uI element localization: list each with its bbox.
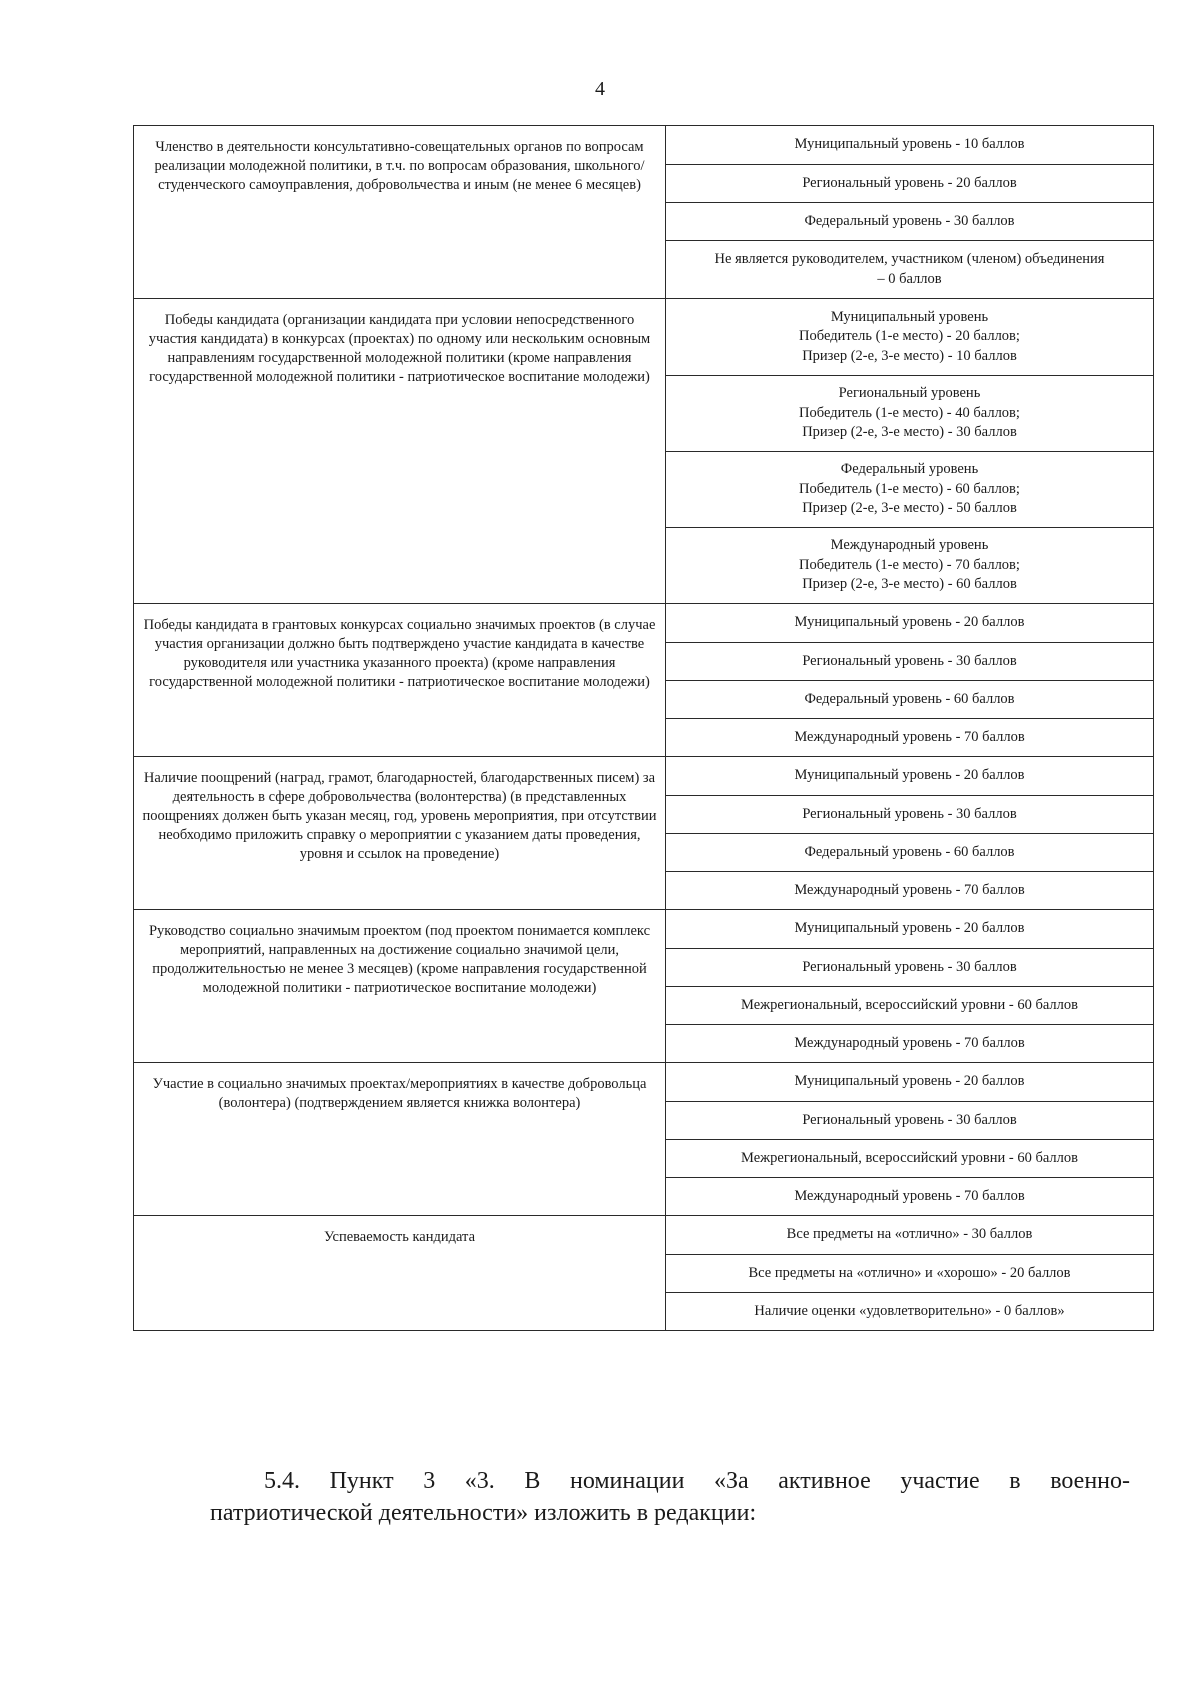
table-row [134,604,1154,757]
score-option [666,451,1153,527]
score-option-text [794,728,1024,748]
score-option-text [795,135,1025,155]
score-option [666,1216,1153,1254]
score-cell [666,126,1154,299]
score-line: Муниципальный уровень - 10 баллов [794,136,1025,153]
score-option [666,680,1153,718]
criteria-table-body [134,126,1154,1331]
score-option-text [802,805,1016,825]
score-line: Федеральный уровень [840,461,979,478]
table-row [134,299,1154,604]
score-cell [666,604,1154,757]
score-option-text [715,250,1105,289]
score-option-text [804,690,1014,710]
criterion-cell: Победы кандидата (организации кандидата при условии непосредственного участия кандидата) в конкурсах (проектах) по одному или нескольким основным направлениям государственной молодежной политики (кроме направления государственной молодежной политики - патриотическое воспитание молодежи) [134,299,666,604]
score-line: Региональный уровень - 30 баллов [802,805,1017,822]
score-line: Победитель (1-е место) - 60 баллов; [799,480,1020,497]
score-line: Международный уровень [830,537,989,554]
score-line: Муниципальный уровень [830,308,989,325]
score-option [666,240,1153,298]
score-option [666,604,1153,642]
score-option-text [802,652,1016,672]
score-option-text [748,1264,1070,1284]
score-option [666,1024,1153,1062]
score-option [666,948,1153,986]
score-option-text [799,384,1020,443]
score-option-text [794,1034,1024,1054]
score-option-text [799,460,1020,519]
score-option-text [741,1149,1078,1169]
criterion-cell: Победы кандидата в грантовых конкурсах социально значимых проектов (в случае участия организации должно быть подтверждено участие кандидата в качестве руководителя или участника указанного проекта) (кроме направления государственной молодежной политики - патриотическое воспитание молодежи) [134,604,666,757]
criteria-table [133,125,1154,1331]
score-option-text [794,1187,1024,1207]
score-option [666,1101,1153,1139]
score-line: Победитель (1-е место) - 40 баллов; [799,404,1020,421]
score-option-text [804,843,1014,863]
score-line: Региональный уровень [838,385,981,402]
score-option [666,642,1153,680]
table-row [134,757,1154,910]
table-row [134,910,1154,1063]
score-option-text [795,919,1025,939]
score-option [666,1292,1153,1330]
table-row [134,1216,1154,1331]
criterion-cell: Руководство социально значимым проектом (под проектом понимается комплекс мероприятий, направленных на достижение социально значимой цели, продолжительностью не менее 3 месяцев) (кроме направления государственной молодежной политики - патриотическое воспитание молодежи) [134,910,666,1063]
score-option [666,164,1153,202]
score-line: Региональный уровень - 30 баллов [802,652,1017,669]
score-line: Региональный уровень - 20 баллов [802,174,1017,191]
score-line: – 0 баллов [877,270,942,287]
score-line: Региональный уровень - 30 баллов [802,958,1017,975]
score-cell [666,910,1154,1063]
score-line: Международный уровень - 70 баллов [794,1187,1025,1204]
score-line: Федеральный уровень - 60 баллов [804,843,1015,860]
criterion-cell: Успеваемость кандидата [134,1216,666,1331]
score-line: Призер (2-е, 3-е место) - 30 баллов [802,424,1017,441]
score-option [666,871,1153,909]
score-cell [666,1063,1154,1216]
score-option-text [802,958,1016,978]
score-option [666,1063,1153,1101]
score-line: Международный уровень - 70 баллов [794,728,1025,745]
score-option [666,1254,1153,1292]
score-option [666,718,1153,756]
score-option [666,1177,1153,1215]
score-line: Муниципальный уровень - 20 баллов [794,920,1025,937]
score-option [666,202,1153,240]
score-option [666,986,1153,1024]
criterion-cell: Участие в социально значимых проектах/мероприятиях в качестве добровольца (волонтера) (подтверждением является книжка волонтера) [134,1063,666,1216]
score-line: Муниципальный уровень - 20 баллов [794,767,1025,784]
page-number: 4 [595,78,605,100]
score-option [666,757,1153,795]
criterion-cell: Членство в деятельности консультативно-совещательных органов по вопросам реализации молодежной политики, в т.ч. по вопросам образования, школьного/студенческого самоуправления, добровольчества и иным (не менее 6 месяцев) [134,126,666,299]
score-line: Наличие оценки «удовлетворительно» - 0 баллов» [754,1302,1065,1319]
score-line: Муниципальный уровень - 20 баллов [794,1073,1025,1090]
score-option [666,126,1153,164]
amendment-paragraph-line-2: патриотической деятельности» изложить в редакции: [210,1500,757,1526]
score-cell [666,1216,1154,1331]
score-option-text [741,996,1078,1016]
score-line: Межрегиональный, всероссийский уровни - 60 баллов [741,996,1078,1013]
score-line: Призер (2-е, 3-е место) - 60 баллов [802,576,1017,593]
score-option-text [795,766,1025,786]
score-line: Призер (2-е, 3-е место) - 10 баллов [802,347,1017,364]
score-option-text [802,1111,1016,1131]
score-line: Все предметы на «отлично» - 30 баллов [786,1226,1033,1243]
score-cell [666,299,1154,604]
amendment-paragraph [210,1465,1130,1529]
score-option-text [794,881,1024,901]
score-option-text [799,308,1020,367]
score-line: Межрегиональный, всероссийский уровни - 60 баллов [741,1149,1078,1166]
score-line: Все предметы на «отлично» и «хорошо» - 20 баллов [748,1264,1071,1281]
score-line: Региональный уровень - 30 баллов [802,1111,1017,1128]
score-option-text [802,174,1016,194]
score-option-text [799,536,1020,595]
amendment-paragraph-line-1: 5.4. Пункт 3 «3. В номинации «За активное участие в военно- [264,1468,1130,1494]
score-option [666,833,1153,871]
score-option [666,527,1153,603]
score-option [666,910,1153,948]
score-option-text [787,1225,1033,1245]
score-line: Призер (2-е, 3-е место) - 50 баллов [802,500,1017,517]
score-line: Федеральный уровень - 30 баллов [804,212,1015,229]
score-line: Не является руководителем, участником (членом) объединения [714,251,1105,267]
score-cell [666,757,1154,910]
table-row [134,126,1154,299]
score-line: Муниципальный уровень - 20 баллов [794,614,1025,631]
score-line: Победитель (1-е место) - 20 баллов; [799,328,1020,345]
score-option [666,375,1153,451]
score-option [666,1139,1153,1177]
score-line: Федеральный уровень - 60 баллов [804,690,1015,707]
score-option [666,795,1153,833]
score-line: Международный уровень - 70 баллов [794,881,1025,898]
score-line: Победитель (1-е место) - 70 баллов; [799,556,1020,573]
table-row [134,1063,1154,1216]
score-line: Международный уровень - 70 баллов [794,1034,1025,1051]
score-option-text [795,613,1025,633]
criterion-cell: Наличие поощрений (наград, грамот, благодарностей, благодарственных писем) за деятельность в сфере добровольчества (волонтерства) (в представленных поощрениях должен быть указан месяц, год, уровень мероприятия, при отсутствии необходимо приложить справку о мероприятии с указанием даты проведения, уровня и ссылок на проведение) [134,757,666,910]
score-option-text [795,1072,1025,1092]
score-option-text [754,1302,1064,1322]
score-option [666,299,1153,375]
score-option-text [804,212,1014,232]
